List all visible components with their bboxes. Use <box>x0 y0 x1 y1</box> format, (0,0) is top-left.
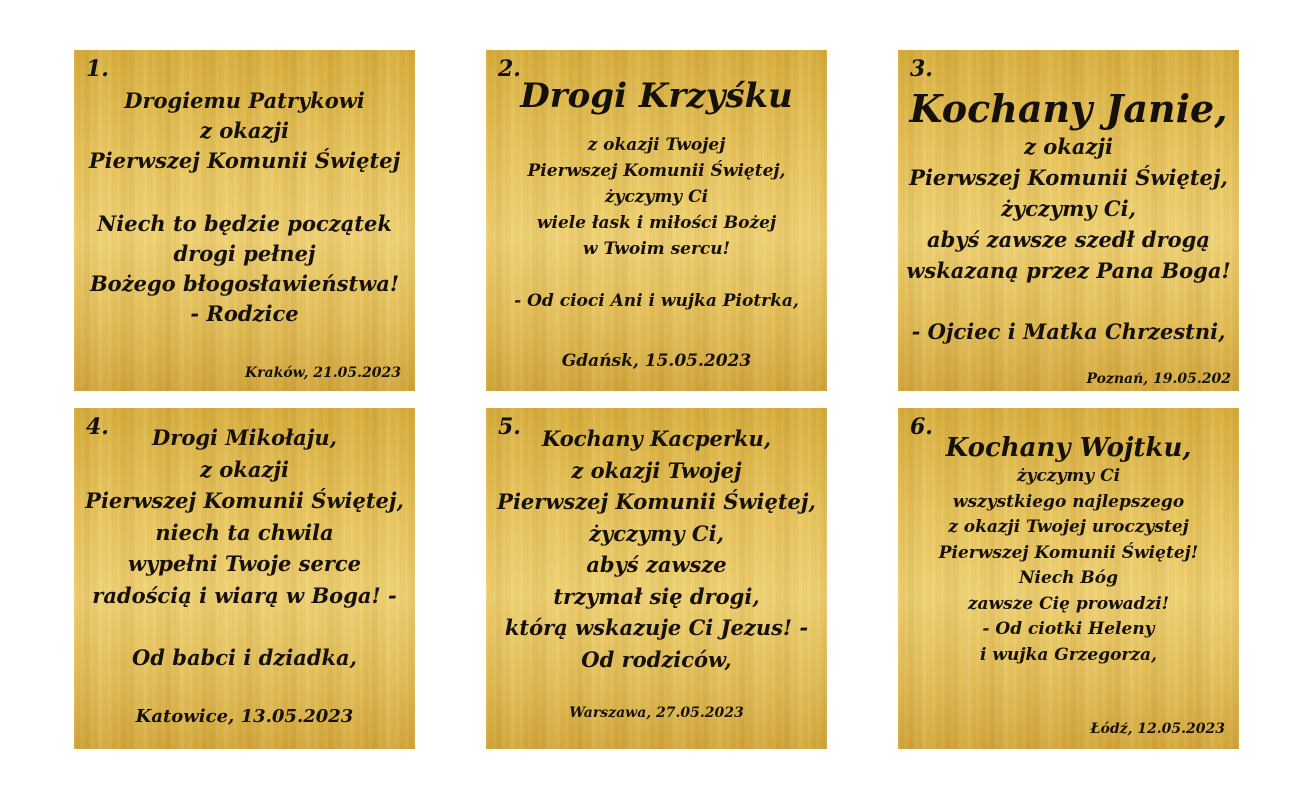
inscription-line: wiele łask i miłości Bożej <box>536 213 777 233</box>
inscription-line: z okazji <box>200 456 289 482</box>
inscription-line: w Twoim sercu! <box>582 239 731 259</box>
inscription-signature: - Rodzice <box>190 301 299 326</box>
inscription-line: Pierwszej Komunii Świętej, <box>85 488 404 513</box>
inscription-line: Pierwszej Komunii Świętej, <box>909 165 1228 190</box>
plate-inscription <box>82 422 407 674</box>
inscription-line: życzymy Ci, <box>589 520 724 546</box>
inscription-line: Pierwszej Komunii Świętej, <box>497 489 816 514</box>
inscription-line: Kochany Kacperku, <box>541 426 772 451</box>
plate-number: 6. <box>910 414 933 440</box>
plate-number: 2. <box>498 56 521 82</box>
inscription-line: życzymy Ci <box>1016 466 1121 486</box>
plate-place-date: Kraków, 21.05.2023 <box>245 365 401 381</box>
inscription-line: radością i wiarą w Boga! - <box>92 582 397 608</box>
inscription-line: z okazji Twojej <box>587 135 726 155</box>
inscription-line: Drogi Mikołaju, <box>152 425 337 450</box>
inscription-heading: Drogi Krzyśku <box>520 76 793 116</box>
plate-inscription <box>82 86 407 329</box>
plate-number: 5. <box>498 414 521 440</box>
plate-place-date: Poznań, 19.05.202 <box>1086 371 1231 387</box>
engraving-plate-6 <box>898 408 1239 749</box>
plate-inscription <box>906 432 1231 668</box>
plate-place-date: Gdańsk, 15.05.2023 <box>561 351 752 371</box>
plate-place-date: Łódź, 12.05.2023 <box>1090 721 1225 737</box>
inscription-line: z okazji <box>200 118 289 143</box>
inscription-spacer <box>906 286 1231 316</box>
inscription-line: wskazaną przez Pana Boga! <box>906 258 1231 283</box>
inscription-line: wszystkiego najlepszego <box>952 491 1185 512</box>
inscription-line: którą wskazuje Ci Jezus! - <box>504 615 809 640</box>
inscription-line: zawsze Cię prowadzi! <box>967 593 1170 614</box>
inscription-line: Niech to będzie początek <box>97 211 392 236</box>
inscription-heading: Kochany Janie, <box>909 86 1228 131</box>
plate-inscription <box>494 76 819 314</box>
plate-place-date: Warszawa, 27.05.2023 <box>569 705 744 721</box>
inscription-line: wypełni Twoje serce <box>127 551 362 576</box>
inscription-line: Niech Bóg <box>1018 568 1119 588</box>
inscription-signature: Od babci i dziadka, <box>132 645 357 670</box>
inscription-signature: - Od cioci Ani i wujka Piotrka, <box>514 291 799 311</box>
engraving-plate-1 <box>74 50 415 391</box>
engraving-plate-2 <box>486 50 827 391</box>
inscription-line: życzymy Ci <box>604 187 709 207</box>
inscription-signature: - Ojciec i Matka Chrzestni, <box>911 319 1226 344</box>
inscription-line: Drogiemu Patrykowi <box>124 88 365 113</box>
inscription-line: życzymy Ci, <box>1001 196 1136 221</box>
inscription-line: Pierwszej Komunii Świętej! <box>938 542 1199 563</box>
inscription-line: drogi pełnej <box>173 241 316 266</box>
inscription-signature: Od rodziców, <box>581 646 732 672</box>
inscription-line: abyś zawsze szedł drogą <box>927 227 1210 252</box>
inscription-spacer <box>82 176 407 209</box>
plate-number: 1. <box>86 56 109 82</box>
inscription-line: z okazji Twojej uroczystej <box>948 517 1189 537</box>
inscription-spacer <box>494 262 819 288</box>
engraving-plate-5 <box>486 408 827 749</box>
inscription-line: trzymał się drogi, <box>553 583 760 609</box>
plate-inscription <box>906 87 1231 347</box>
inscription-line: z okazji Twojej <box>571 457 742 483</box>
engraving-plate-3 <box>898 50 1239 391</box>
plate-inscription <box>494 423 819 675</box>
inscription-line: Bożego błogosławieństwa! <box>89 271 400 296</box>
inscription-line: Pierwszej Komunii Świętej <box>88 148 401 173</box>
inscription-heading: Kochany Wojtku, <box>945 433 1192 463</box>
inscription-line: z okazji <box>1024 134 1113 159</box>
inscription-signature: i wujka Grzegorza, <box>980 644 1157 665</box>
plate-place-date: Katowice, 13.05.2023 <box>135 706 354 727</box>
inscription-line: niech ta chwila <box>155 519 334 545</box>
inscription-line: Pierwszej Komunii Świętej, <box>527 161 786 181</box>
inscription-signature: - Od ciotki Heleny <box>982 619 1155 639</box>
engraving-plate-4 <box>74 408 415 749</box>
inscription-spacer <box>82 611 407 642</box>
inscription-spacer <box>494 116 819 132</box>
inscription-line: abyś zawsze <box>586 552 727 577</box>
plate-number: 3. <box>910 56 933 82</box>
plate-number: 4. <box>86 414 109 440</box>
